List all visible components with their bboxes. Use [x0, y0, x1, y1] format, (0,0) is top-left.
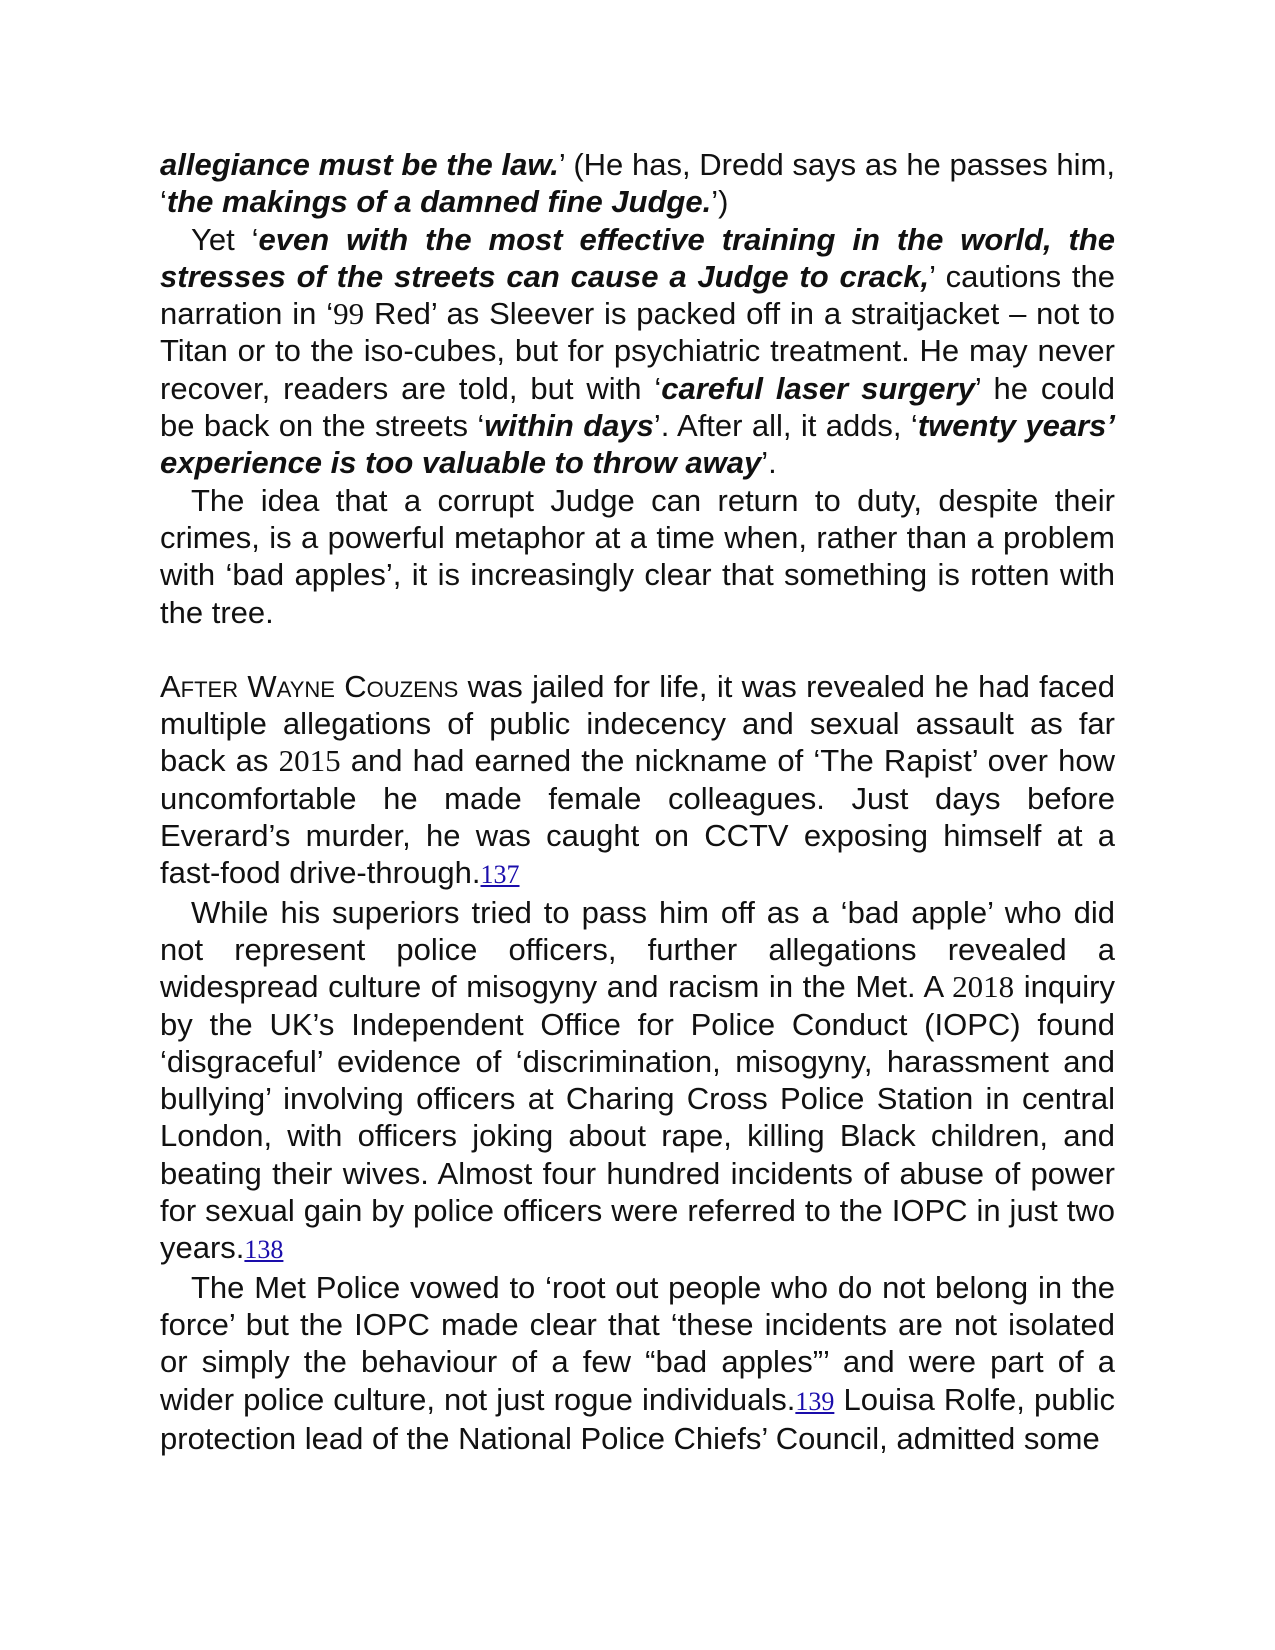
text-span: Louisa Rolfe, public protection lead of the National Police Chiefs’ Council, admitted some: [160, 1381, 1115, 1456]
quote-emphasis: twenty years’ experience is too valuable to throw away: [160, 408, 1115, 481]
quote-emphasis: within days: [484, 408, 654, 444]
number-span: 99: [333, 296, 365, 332]
quote-emphasis: the makings of a damned fine Judge.: [166, 184, 712, 220]
paragraph-2: [160, 221, 1115, 482]
text-span: inquiry by the UK’s Independent Office for Police Conduct (IOPC) found ‘disgraceful’ evidence of ‘discrimination, misogyny, harassment and bullying’ involving officers at Charing Cross Police Station in central London, with officers joking about rape, killing Black children, and beating their wives. Almost four hundred incidents of abuse of power for sexual gain by police officers were referred to the IOPC in just two years.: [160, 969, 1116, 1266]
footnote-link-137[interactable]: 137: [480, 860, 520, 890]
text-span: The Met Police vowed to ‘root out people who do not belong in the force’ but the IOPC made clear that ‘these incidents are not isolated or simply the behaviour of a few “bad apples”’ and were part of a wider police culture, not just rogue individuals.: [160, 1269, 1115, 1417]
text-span: ’ he could be back on the streets ‘: [160, 370, 1115, 444]
body-text: [160, 146, 1115, 1457]
quote-emphasis: careful laser surgery: [661, 370, 975, 406]
quote-emphasis: even with the most effective training in the world, the stresses of the streets can cause a Judge to crack,: [160, 221, 1116, 294]
paragraph-5: [160, 894, 1115, 1269]
text-span: was jailed for life, it was revealed he had faced multiple allegations of public indecency and sexual assault as far back as: [160, 668, 1115, 779]
footnote-link-138[interactable]: 138: [244, 1235, 284, 1265]
text-span: ’. After all, it adds, ‘: [653, 408, 918, 444]
quote-emphasis: allegiance must be the law.: [160, 147, 559, 182]
text-span: and had earned the nickname of ‘The Rapist’ over how uncomfortable he made female colleagues. Just days before Everard’s murder, he was caught on CCTV exposing himself at a fast-food drive-through.: [160, 743, 1115, 891]
paragraph-6: [160, 1269, 1115, 1457]
text-span: The idea that a corrupt Judge can return to duty, despite their crimes, is a powerful metaphor at a time when, rather than a problem with ‘bad apples’, it is increasingly clear that something is rotten with the tree.: [160, 482, 1115, 630]
text-span: ’): [711, 184, 729, 220]
paragraph-3: [160, 482, 1115, 631]
number-span: 2018: [952, 969, 1015, 1005]
footnote-link-139[interactable]: 139: [795, 1386, 835, 1416]
text-span: ’.: [761, 445, 777, 481]
number-span: 2015: [278, 743, 341, 779]
text-span: Red’ as Sleever is packed off in a straitjacket – not to Titan or to the iso-cubes, but for psychiatric treatment. He may never recover, readers are told, but with ‘: [160, 296, 1115, 406]
text-span: ’ cautions the narration in ‘: [160, 258, 1115, 332]
paragraph-4: [160, 668, 1115, 894]
paragraph-1: [160, 146, 1115, 221]
section-lead-in: After Wayne Couzens: [160, 668, 459, 704]
text-span: ’ (He has, Dredd says as he passes him, ‘: [160, 147, 1115, 220]
text-span: Yet ‘: [191, 221, 259, 257]
text-span: While his superiors tried to pass him off as a ‘bad apple’ who did not represent police officers, further allegations revealed a widespread culture of misogyny and racism in the Met. A: [160, 894, 1115, 1005]
